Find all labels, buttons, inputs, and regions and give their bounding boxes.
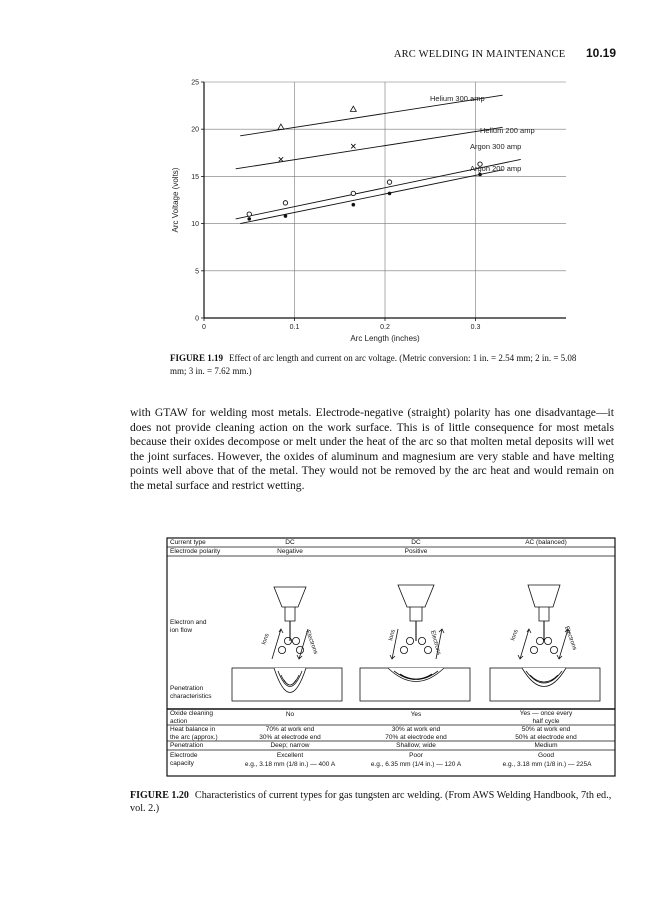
x-tick-label-0: 0 bbox=[202, 324, 206, 331]
col3-oxide: Yes — once every half cycle bbox=[519, 710, 573, 725]
col3-capacity-rating: Good bbox=[538, 752, 554, 759]
chart-fit-lines bbox=[236, 95, 521, 223]
marker-s0-p0 bbox=[278, 124, 284, 129]
row-label-penetration: Penetration bbox=[170, 742, 204, 749]
marker-s1-p1 bbox=[351, 144, 355, 148]
row-label-capacity: Electrode capacity bbox=[170, 752, 198, 767]
penetration-diagram-dcen bbox=[272, 587, 308, 693]
row-label-polarity: Electrode polarity bbox=[170, 548, 221, 555]
col1-capacity-example: e.g., 3.18 mm (1/8 in.) — 400 A bbox=[244, 761, 336, 768]
marker-s3-p2 bbox=[352, 203, 356, 207]
electrons-label-2: Electrons bbox=[429, 629, 442, 656]
marker-s2-p3 bbox=[387, 180, 391, 184]
x-tick-label-1: 0.1 bbox=[289, 324, 300, 331]
current-types-table bbox=[166, 537, 616, 777]
electrons-label-3: Electrons bbox=[563, 625, 578, 652]
marker-s3-p1 bbox=[284, 214, 288, 218]
electrons-label-1: Electrons bbox=[304, 629, 319, 656]
marker-s3-p4 bbox=[478, 173, 482, 177]
body-paragraph: with GTAW for welding most metals. Electrode-negative (straight) polarity has one disadvantage—it does not provide cleaning action on the work surface. This is of little consequence for most metals because their oxides decompose or melt under the heat of the arc so that molten metal deposits will wet the joint surfaces. However, the oxides of aluminum and magnesium are very stable and have melting points well above that of the metal. They would not be removed by the arc heat and would remain on the metal surface and restrict wetting. bbox=[130, 406, 614, 492]
y-tick-label-1: 5 bbox=[195, 268, 199, 276]
x-axis-label: Arc Length (inches) bbox=[350, 334, 420, 343]
page-number: 10.19 bbox=[585, 46, 616, 60]
ions-label-2: Ions bbox=[388, 629, 397, 642]
col3-penetration: Medium bbox=[534, 742, 558, 749]
col1-current-type: DC bbox=[285, 539, 295, 546]
series-label-0: Helium 300 amp bbox=[430, 94, 485, 103]
col2-capacity-rating: Poor bbox=[409, 752, 423, 759]
figure-1-20-text: Characteristics of current types for gas tungsten arc welding. (From AWS Welding Handbook, 7th ed., vol. 2.) bbox=[130, 790, 612, 814]
chart-grid bbox=[204, 82, 566, 318]
figure-1-19-caption bbox=[170, 352, 590, 377]
col3-current-type: AC (balanced) bbox=[525, 539, 567, 546]
x-tick-label-2: 0.2 bbox=[380, 324, 390, 331]
chart-ticks bbox=[191, 80, 480, 332]
col2-current-type: DC bbox=[411, 539, 421, 546]
row-label-penetration-char: Penetration characteristics bbox=[170, 685, 212, 700]
col1-capacity-rating: Excellent bbox=[276, 752, 304, 759]
penetration-diagram-ac bbox=[518, 585, 570, 687]
series-label-3: Argon 200 amp bbox=[470, 164, 522, 173]
arc-voltage-chart bbox=[150, 72, 590, 348]
section-title: ARC WELDING IN MAINTENANCE bbox=[393, 49, 566, 60]
y-tick-label-5: 25 bbox=[191, 79, 199, 87]
y-tick-label-2: 10 bbox=[191, 221, 199, 229]
col1-oxide: No bbox=[285, 711, 295, 718]
row-label-current-type: Current type bbox=[170, 539, 206, 546]
col3-heat: 50% at work end 50% at electrode end bbox=[515, 726, 577, 741]
col1-heat: 70% at work end 30% at electrode end bbox=[259, 726, 321, 741]
y-axis-label: Arc Voltage (volts) bbox=[171, 167, 180, 233]
figure-1-19-label: FIGURE 1.19 bbox=[170, 353, 224, 363]
figure-1-20-label: FIGURE 1.20 bbox=[130, 790, 189, 801]
marker-s1-p0 bbox=[279, 157, 283, 161]
marker-s3-p3 bbox=[388, 192, 392, 196]
marker-s3-p0 bbox=[247, 217, 251, 221]
series-label-2: Argon 300 amp bbox=[470, 142, 522, 151]
row-label-heat: Heat balance in the arc (approx.) bbox=[170, 726, 218, 741]
row-label-oxide: Oxide cleaning action bbox=[170, 710, 213, 725]
chart-markers bbox=[247, 106, 482, 221]
fit-line-3 bbox=[240, 170, 502, 224]
y-tick-label-0: 0 bbox=[195, 315, 199, 323]
y-tick-label-4: 20 bbox=[191, 126, 199, 134]
ions-label-3: Ions bbox=[510, 628, 520, 642]
marker-s2-p0 bbox=[247, 212, 251, 216]
col2-capacity-example: e.g., 6.35 mm (1/4 in.) — 120 A bbox=[370, 761, 462, 768]
fit-line-1 bbox=[236, 127, 503, 169]
ions-label-1: Ions bbox=[261, 632, 271, 646]
running-header bbox=[0, 46, 616, 60]
col1-penetration: Deep; narrow bbox=[270, 742, 310, 749]
row-label-flow: Electron and ion flow bbox=[170, 619, 207, 634]
col2-penetration: Shallow; wide bbox=[396, 742, 436, 749]
figure-1-19-text: Effect of arc length and current on arc voltage. (Metric conversion: 1 in. = 2.54 mm; 2 in. = 5.08 mm; 3 in. = 7.62 mm.) bbox=[170, 353, 577, 376]
col2-heat: 30% at work end 70% at electrode end bbox=[385, 726, 447, 741]
marker-s2-p1 bbox=[283, 201, 287, 205]
marker-s0-p1 bbox=[350, 106, 356, 111]
chart-series-labels bbox=[430, 94, 535, 173]
col2-oxide: Yes bbox=[410, 711, 422, 718]
marker-s2-p2 bbox=[351, 191, 355, 195]
col3-capacity-example: e.g., 3.18 mm (1/8 in.) — 225A bbox=[502, 761, 592, 768]
figure-1-20-caption bbox=[130, 789, 616, 815]
x-tick-label-3: 0.3 bbox=[470, 324, 481, 331]
col2-polarity: Positive bbox=[404, 548, 428, 555]
series-label-1: Helium 200 amp bbox=[480, 126, 535, 135]
col1-polarity: Negative bbox=[277, 548, 303, 555]
y-tick-label-3: 15 bbox=[191, 173, 199, 181]
